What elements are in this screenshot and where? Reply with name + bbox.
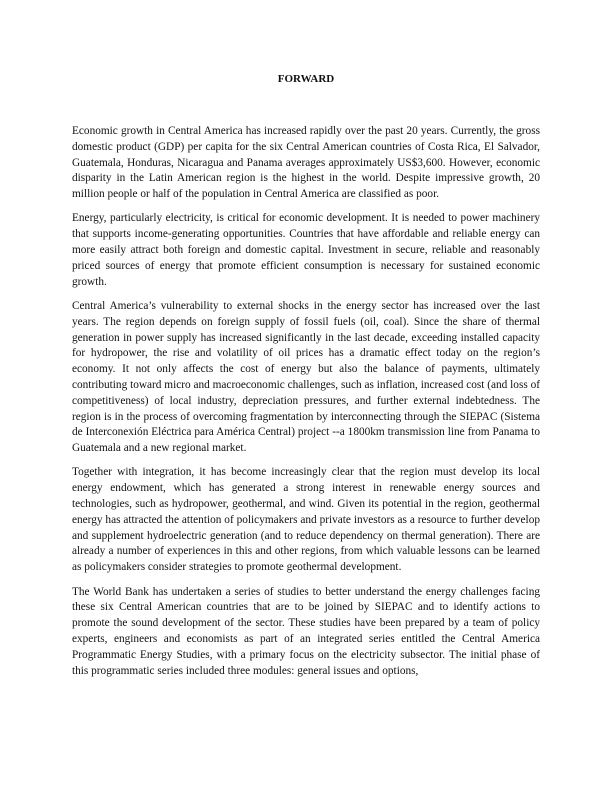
- paragraph-economic-growth: Economic growth in Central America has increased rapidly over the past 20 years. Currently, the gross domestic product (GDP) per capita for the six Central American countries of Costa Rica, El Salvador, Guatemala, Honduras, Nicaragua and Panama averages approximately US$3,600. However, economic disparity in the Latin American region is the highest in the world. Despite impressive growth, 20 million people or half of the population in Central America are classified as poor.: [72, 125, 540, 201]
- paragraph-energy-importance: Energy, particularly electricity, is critical for economic development. It is needed to power machinery that supports income-generating opportunities. Countries that have affordable and reliable energy can more easily attract both foreign and domestic capital. Investment in secure, reliable and reasonably priced sources of energy that promote efficient consumption is necessary for sustained economic growth.: [72, 212, 540, 288]
- paragraph-integration: Together with integration, it has become increasingly clear that the region must develop its local energy endowment, which has generated a strong interest in renewable energy sources and technologies, such as hydropower, geothermal, and wind. Given its potential in the region, geothermal energy has attracted the attention of policymakers and private investors as a resource to further develop and supplement hydroelectric generation (and to reduce dependency on thermal generation). There are already a number of experiences in this and other regions, from which valuable lessons can be learned as policymakers consider strategies to promote geothermal development.: [72, 466, 540, 574]
- paragraph-vulnerability: Central America’s vulnerability to external shocks in the energy sector has increased over the last years. The region depends on foreign supply of fossil fuels (oil, coal). Since the share of thermal generation in power supply has increased significantly in the last decade, exceeding installed capacity for hydropower, the rise and volatility of oil prices has a dramatic effect today on the region’s economy. It not only affects the cost of energy but also the balance of payments, ultimately contributing toward micro and macroeconomic challenges, such as inflation, increased cost (and loss of competitiveness) of local industry, depreciation pressures, and further external indebtedness. The region is in the process of overcoming fragmentation by interconnecting through the SIEPAC (Sistema de Interconexión Eléctrica para América Central) project --a 1800km transmission line from Panama to Guatemala and a new regional market.: [72, 299, 540, 455]
- document-title: FORWARD: [277, 73, 335, 85]
- paragraph-world-bank-studies: The World Bank has undertaken a series of studies to better understand the energy challenges facing these six Central American countries that are to be joined by SIEPAC and to identify actions to promote the sound development of the sector. These studies have been prepared by a team of policy experts, engineers and economists as part of an integrated series entitled the Central America Programmatic Energy Studies, with a primary focus on the electricity subsector. The initial phase of this programmatic series included three modules: general issues and options,: [72, 585, 540, 677]
- document-page: [72, 72, 540, 688]
